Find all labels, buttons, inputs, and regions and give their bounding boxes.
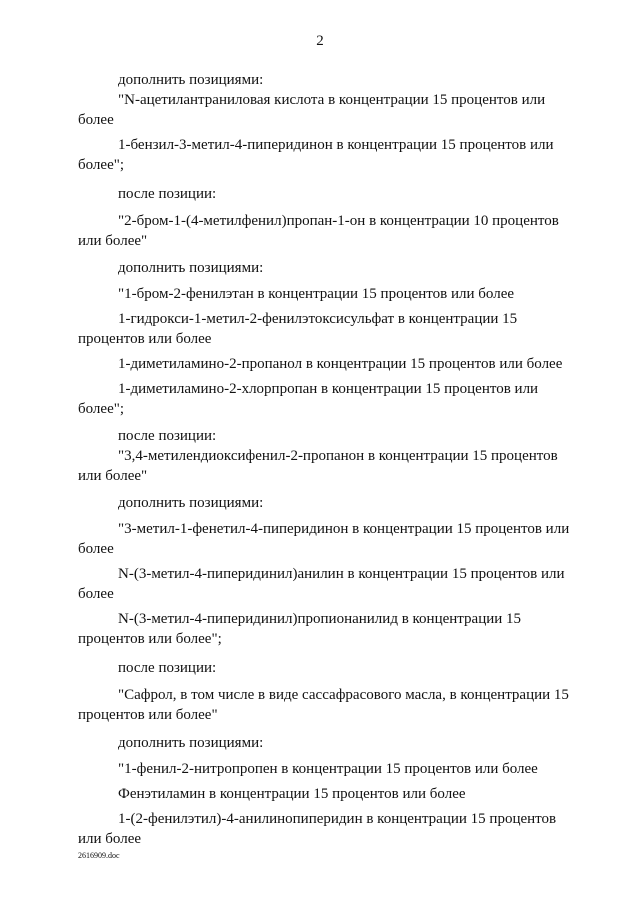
instruction-add-positions: дополнить позициями: [118, 260, 264, 276]
list-item: "3-метил-1-фенетил-4-пиперидинон в концентрации 15 процентов или более [78, 521, 570, 557]
list-item: 1-диметиламино-2-хлорпропан в концентрации 15 процентов или более"; [78, 381, 539, 417]
list-item: 1-бензил-3-метил-4-пиперидинон в концентрации 15 процентов или более"; [78, 137, 554, 173]
document-body [78, 70, 574, 849]
list-item: 1-(2-фенилэтил)-4-анилинопиперидин в концентрации 15 процентов или более [78, 811, 557, 847]
instruction-add-positions: дополнить позициями: [118, 495, 264, 511]
list-item: "1-бром-2-фенилэтан в концентрации 15 процентов или более [118, 286, 515, 302]
list-item: N-(3-метил-4-пиперидинил)анилин в концентрации 15 процентов или более [78, 566, 565, 602]
list-item: 1-диметиламино-2-пропанол в концентрации 15 процентов или более [118, 356, 563, 372]
list-item: "Сафрол, в том числе в виде сассафрасового масла, в концентрации 15 процентов или более" [78, 687, 569, 723]
instruction-add-positions: дополнить позициями: [118, 735, 264, 751]
list-item: "1-фенил-2-нитропропен в концентрации 15 процентов или более [118, 761, 538, 777]
page-number: 2 [316, 33, 324, 49]
list-item: N-(3-метил-4-пиперидинил)пропионанилид в концентрации 15 процентов или более"; [78, 611, 522, 647]
instruction-after-position: после позиции: [118, 428, 217, 444]
instruction-after-position: после позиции: [118, 186, 217, 202]
list-item: "2-бром-1-(4-метилфенил)пропан-1-он в концентрации 10 процентов или более" [78, 213, 559, 249]
list-item: "N-ацетилантраниловая кислота в концентрации 15 процентов или более [78, 92, 546, 128]
instruction-add-positions: дополнить позициями: [118, 72, 264, 88]
footer-filename: 2616909.doc [78, 851, 120, 860]
instruction-after-position: после позиции: [118, 660, 217, 676]
list-item: 1-гидрокси-1-метил-2-фенилэтоксисульфат в концентрации 15 процентов или более [78, 311, 518, 347]
list-item: Фенэтиламин в концентрации 15 процентов или более [118, 786, 466, 802]
list-item: "3,4-метилендиоксифенил-2-пропанон в концентрации 15 процентов или более" [78, 448, 558, 484]
